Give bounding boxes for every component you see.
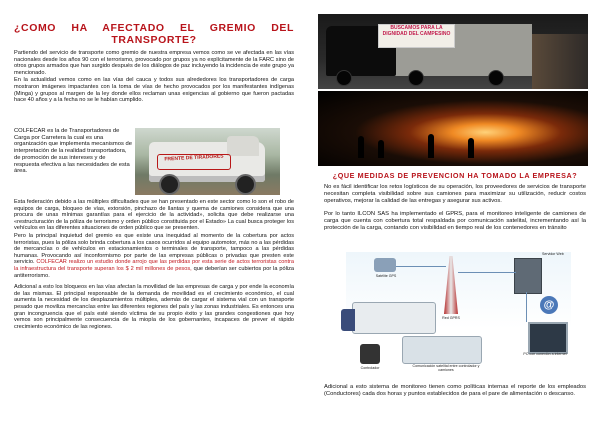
link-label: Comunicación satelital entre controlador y camiones — [412, 364, 480, 373]
cargo-truck-icon — [352, 302, 436, 334]
connection-line — [396, 266, 446, 267]
left-lower-text — [14, 199, 294, 331]
inequity-text: Pero la principal inquietud del gremio es que existe una inequidad al momento de la cobertura por actos terroristas, pues la póliza solo brinda cobertura a los casos ocurridos al equipo automotor, más no a las pérdidas de mercancías o de vehículos en estacionamientos o terminales de transporte, tampoco a las pérdidas humanas. Provocando así inconformismo por parte de las empresas públicas o privadas que presten este servicio. — [14, 232, 294, 266]
satellite-icon — [374, 258, 396, 272]
server-icon — [514, 258, 542, 294]
policy-paragraph: Adicional a esto sistema de monitoreo tienen como políticas internas el reporte de los empleados (Conductores) cada dos horas y puntos establecidos de para el pare de alimentación o descanso. — [324, 384, 586, 397]
silhouette — [358, 136, 364, 158]
prevention-text — [324, 184, 586, 233]
inequity-paragraph — [14, 233, 294, 279]
connection-line — [458, 272, 516, 273]
title-line-2: TRANSPORTE? — [111, 34, 197, 46]
cell-tower-icon — [444, 256, 458, 314]
pc-icon — [528, 322, 568, 354]
email-at-icon: @ — [540, 296, 558, 314]
inequity-text-end: que deberían ser cubiertos por la póliza antiterrorismo. — [14, 265, 295, 279]
wheel-rear — [235, 174, 256, 195]
silhouette — [468, 138, 474, 158]
device-label: Controlador — [360, 366, 380, 370]
tower-label: Red GPRS — [442, 316, 460, 320]
protest-sign-text: BUSCAMOS PARA LA DIGNIDAD DEL CAMPESINO — [382, 25, 451, 37]
graffiti-mark — [157, 154, 231, 170]
gps-monitoring-diagram — [346, 252, 571, 380]
prevention-title: ¿QUE MEDIDAS DE PREVENCION HA TOMADO LA EMPRESA? — [332, 171, 578, 180]
federation-paragraph: Esta federación debido a las múltiples dificultades que se han presentado en este sector como lo son el robo de equipos de carga, bloqueo de vías, extorsión, pinchazo de llantas y quema de camiones considera que una procura de unas mínimas garantías para el ejercicio de la actividad», solicita que debe realizarse una «restructuración de la póliza de terrorismo y orden público constituida por el Estado» La cual busca proteger los vehículos en las diferentes situaciones de orden público que se presenten. — [14, 199, 294, 232]
blockades-paragraph: Adicional a esto los bloqueos en las vías afectan la movilidad de las empresas de carga y por ende la economía de las mismas. El principal responsable de la demanda de movilidad es el crecimiento económico, el cual aumenta la necesidad de los desplazamientos múltiples, además de cargar el sistema vial con un transporte pesado que moviliza mercancías entre las diferentes regiones del país y las zonas industriales. Es entonces una gran incongruencia que el país esté siendo víctima de su propio éxito y las grandes congestiones que hoy vemos son principalmente consecuencia de la miopía de los gobernantes, incapaces de prever el rápido crecimiento económico de las regiones. — [14, 284, 294, 330]
wheel-front — [159, 174, 180, 195]
wheel — [408, 70, 424, 86]
cargo-truck-icon — [402, 336, 482, 364]
protest-sign — [378, 24, 455, 48]
gprs-paragraph: Por lo tanto ILCON SAS ha implementado el GPRS, para el monitoreo inteligente de camiones de carga que cuenta con cobertura total respaldada por comunicación satelital, incrementando así la protección de la carga, contando con visibilidad en tiempo real de los contenedores en tránsito — [324, 211, 586, 231]
colfecar-text — [14, 128, 132, 176]
wheel — [488, 70, 504, 86]
server-label: Servidor Web — [542, 252, 564, 256]
title-line-1: ¿COMO HA AFECTADO EL GREMIO DEL — [14, 22, 294, 34]
colfecar-study-highlight: COLFECAR realizo un estudio donde arrojo que las perdidas por esta serie de actos terroristas contra la infraestructura del transporte superan los $ 2 mil millones de pesos, — [14, 259, 294, 272]
silhouette — [428, 134, 434, 158]
truck-graffiti-photo — [135, 128, 280, 195]
protest-truck-photo — [318, 14, 588, 89]
silhouette — [378, 140, 384, 158]
monitoring-policy-text — [324, 384, 586, 399]
satellite-label: Satélite GPS — [375, 274, 397, 278]
intro-paragraph-1: Partiendo del servicio de transporte como gremio de nuestra empresa vemos como se ve afectada en las vías nacionales desde los años 90 con el terrorismo, provocado por grupos ya no explícitamente de la FARC sino de otros grupos armados que han surgido después de los diálogos de paz incluyendo la incidencia de este grupo ya mencionado. — [14, 50, 294, 76]
page-title — [14, 22, 294, 46]
wheel — [336, 70, 352, 86]
pc-label: PC con conexión a internet — [523, 352, 567, 356]
burning-truck-photo — [318, 91, 588, 166]
connection-line — [526, 292, 527, 322]
colfecar-paragraph: COLFECAR es la de Transportadores de Carga por Carretera la cual es una organización que implementa mecanismos de interpretación de la realidad transportadora, de promoción de sus intereses y de respuesta efectiva a las necesidades de esta área. — [14, 128, 132, 175]
truck-cab — [227, 136, 259, 156]
left-column — [14, 22, 294, 105]
intro-paragraph-2: En la actualidad vemos como en las vías del cauca y todos sus alrededores los transportadores de carga mostraron imágenes impactantes con la toma de vías de hecho provocados por los manifestantes indígenas (Minga) y grupos al margen de la ley donde ellos reclaman unas exigencias al gobierno que fueron pactadas hace 40 años y a la fecha no se le habían cumplido. — [14, 77, 294, 104]
controller-device-icon — [360, 344, 380, 364]
graffiti-text: FRENTE DE TIRADORES — [164, 153, 224, 163]
crowd — [532, 34, 588, 89]
truck-cab-icon — [341, 309, 355, 331]
logistics-paragraph: No es fácil identificar los retos logísticos de su operación, los proveedores de servicios de transporte necesitan completa visibilidad sobre sus camiones para maximizar su utilización, reducir costos operativos, mejorar la calidad de las entregas y asegurar sus activos. — [324, 184, 586, 204]
